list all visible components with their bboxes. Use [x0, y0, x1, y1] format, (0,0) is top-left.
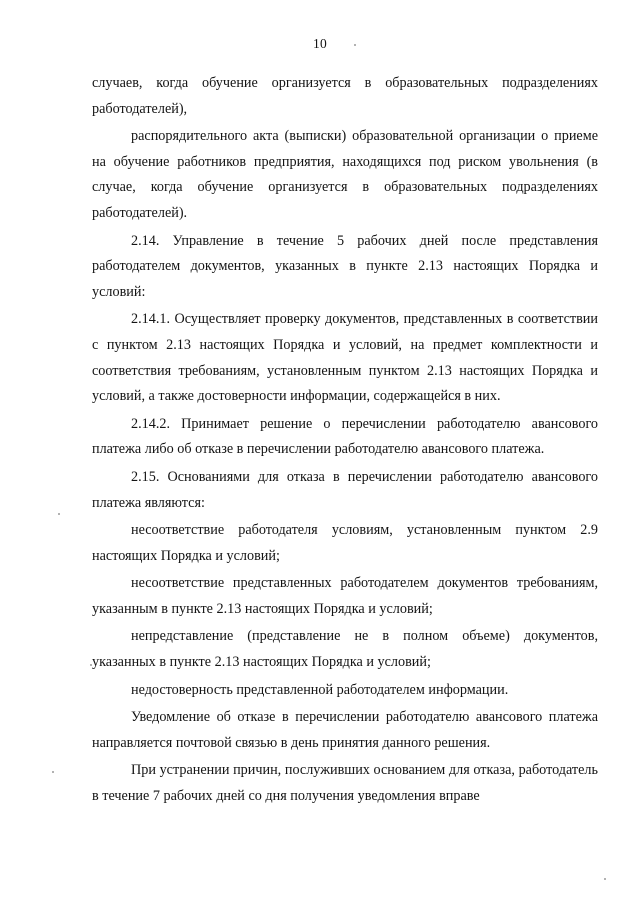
paragraph-10: недостоверность представленной работодателем информации.: [131, 681, 509, 698]
paragraph-4: 2.14.1. Осуществляет проверку документов, представленных в соответствии с пунктом 2.13 настоящих Порядка и условий, на предмет комплектности и соответствия требованиям, установленным пунктом 2.13 настоящих Порядка и условий, а также достоверности информации, содержащейся в них.: [92, 311, 598, 405]
document-body: [92, 71, 598, 812]
paragraph-1: случаев, когда обучение организуется в образовательных подразделениях работодателей),: [92, 75, 598, 117]
scan-speck: [52, 771, 54, 773]
paragraph-7: несоответствие работодателя условиям, установленным пунктом 2.9 настоящих Порядка и условий;: [92, 522, 598, 564]
scan-speck: [90, 664, 92, 666]
paragraph-3: 2.14. Управление в течение 5 рабочих дней после представления работодателем документов, указанных в пункте 2.13 настоящих Порядка и условий:: [92, 232, 598, 300]
paragraph-5: 2.14.2. Принимает решение о перечислении работодателю авансового платежа либо об отказе в перечислении работодателю авансового платежа.: [92, 415, 598, 458]
paragraph-12: При устранении причин, послуживших основанием для отказа, работодатель в течение 7 рабочих дней со дня получения уведомления вправе: [92, 762, 598, 805]
scan-speck: [604, 878, 606, 880]
paragraph-9: непредставление (представление не в полном объеме) документов, указанных в пункте 2.13 настоящих Порядка и условий;: [92, 628, 598, 671]
page-number: 10: [313, 36, 327, 51]
scan-speck: [354, 44, 356, 46]
paragraph-6: 2.15. Основаниями для отказа в перечислении работодателю авансового платежа являются:: [92, 468, 598, 511]
paragraph-11: Уведомление об отказе в перечислении работодателю авансового платежа направляется почтовой связью в день принятия данного решения.: [92, 709, 598, 751]
paragraph-2: распорядительного акта (выписки) образовательной организации о приеме на обучение работников предприятия, находящихся под риском увольнения (в случае, когда обучение организуется в образовательных подразделениях работодателей).: [92, 128, 598, 221]
paragraph-8: несоответствие представленных работодателем документов требованиям, указанным в пункте 2.13 настоящих Порядка и условий;: [92, 575, 598, 617]
scan-speck: [58, 513, 60, 515]
